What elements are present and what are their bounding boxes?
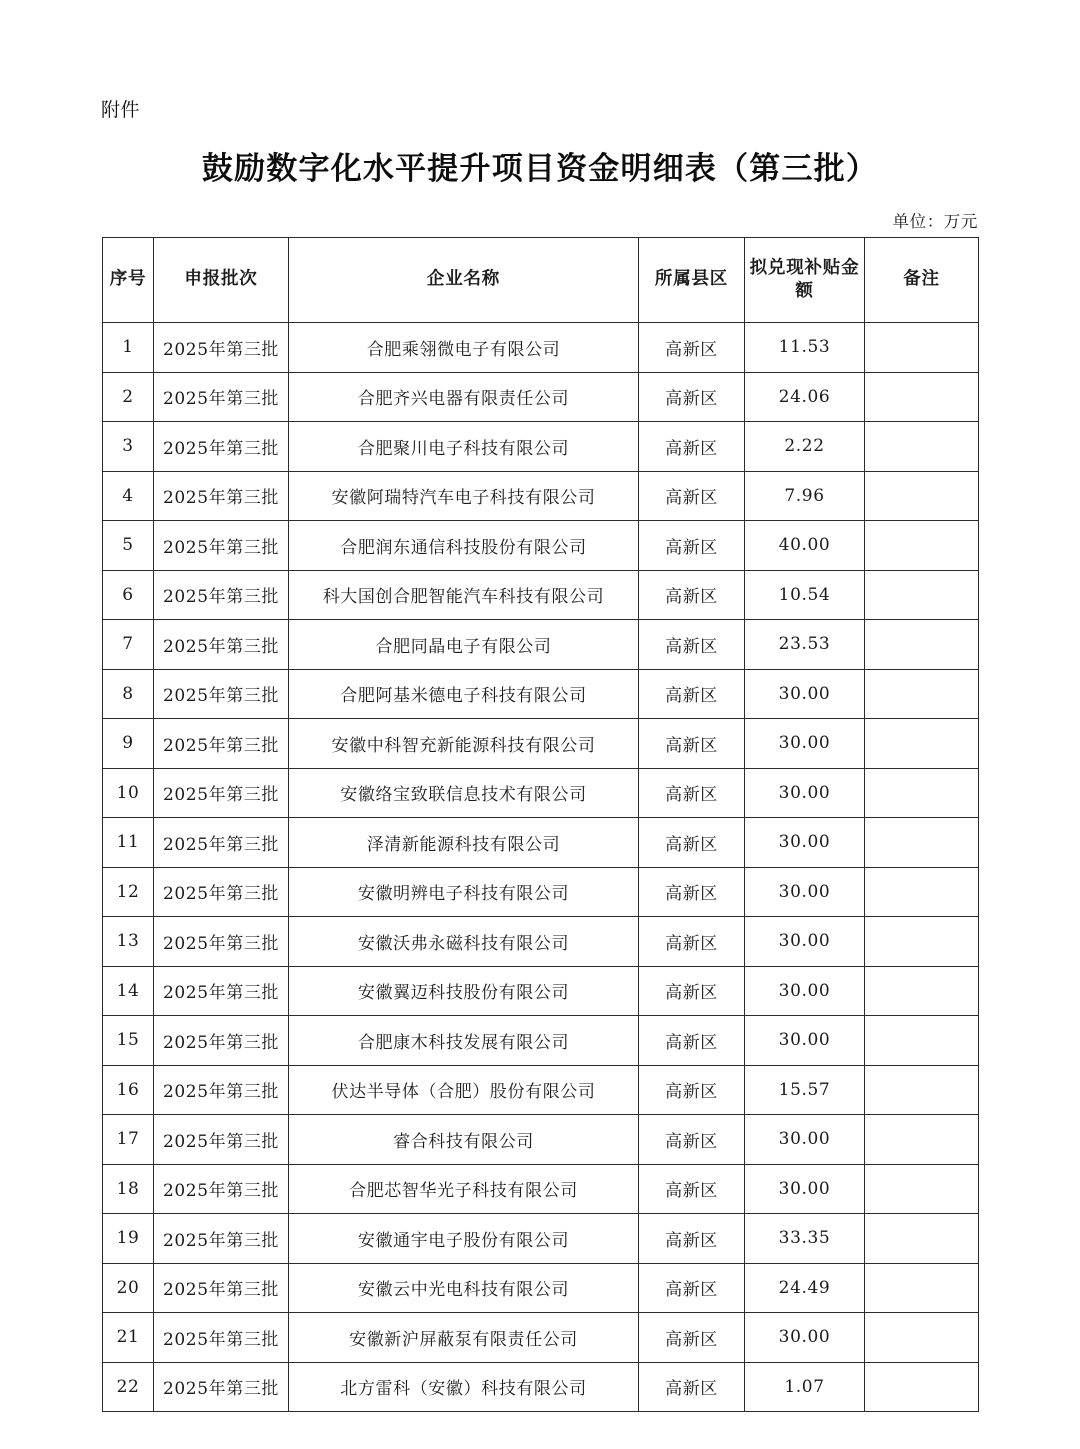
cell-region: 高新区 xyxy=(639,1115,745,1165)
cell-region: 高新区 xyxy=(639,966,745,1016)
cell-amount: 30.00 xyxy=(745,818,865,868)
table-row xyxy=(103,818,979,868)
cell-company-name: 北方雷科（安徽）科技有限公司 xyxy=(289,1362,639,1412)
cell-remark xyxy=(865,669,979,719)
column-header-batch: 申报批次 xyxy=(154,238,289,323)
cell-amount: 30.00 xyxy=(745,1016,865,1066)
cell-batch: 2025年第三批 xyxy=(154,719,289,769)
cell-batch: 2025年第三批 xyxy=(154,1115,289,1165)
table-row xyxy=(103,570,979,620)
cell-seq: 8 xyxy=(103,669,154,719)
table-header-row xyxy=(103,238,979,323)
column-header-amount: 拟兑现补贴金额 xyxy=(745,238,865,323)
cell-batch: 2025年第三批 xyxy=(154,620,289,670)
table-row xyxy=(103,372,979,422)
cell-batch: 2025年第三批 xyxy=(154,1214,289,1264)
cell-amount: 15.57 xyxy=(745,1065,865,1115)
cell-amount: 7.96 xyxy=(745,471,865,521)
cell-region: 高新区 xyxy=(639,1263,745,1313)
fund-detail-table xyxy=(102,237,979,1412)
cell-seq: 5 xyxy=(103,521,154,571)
cell-batch: 2025年第三批 xyxy=(154,471,289,521)
cell-region: 高新区 xyxy=(639,768,745,818)
cell-seq: 11 xyxy=(103,818,154,868)
cell-remark xyxy=(865,719,979,769)
cell-batch: 2025年第三批 xyxy=(154,570,289,620)
cell-remark xyxy=(865,1214,979,1264)
table-row xyxy=(103,422,979,472)
cell-seq: 10 xyxy=(103,768,154,818)
cell-amount: 30.00 xyxy=(745,1115,865,1165)
cell-region: 高新区 xyxy=(639,570,745,620)
table-row xyxy=(103,719,979,769)
cell-seq: 3 xyxy=(103,422,154,472)
table-header xyxy=(103,238,979,323)
cell-region: 高新区 xyxy=(639,1065,745,1115)
cell-amount: 30.00 xyxy=(745,966,865,1016)
cell-region: 高新区 xyxy=(639,422,745,472)
cell-region: 高新区 xyxy=(639,620,745,670)
column-header-name: 企业名称 xyxy=(289,238,639,323)
cell-seq: 15 xyxy=(103,1016,154,1066)
cell-amount: 1.07 xyxy=(745,1362,865,1412)
cell-company-name: 安徽络宝致联信息技术有限公司 xyxy=(289,768,639,818)
cell-company-name: 安徽云中光电科技有限公司 xyxy=(289,1263,639,1313)
cell-amount: 24.06 xyxy=(745,372,865,422)
cell-remark xyxy=(865,570,979,620)
cell-remark xyxy=(865,768,979,818)
cell-seq: 7 xyxy=(103,620,154,670)
table-row xyxy=(103,917,979,967)
cell-region: 高新区 xyxy=(639,471,745,521)
cell-seq: 4 xyxy=(103,471,154,521)
cell-region: 高新区 xyxy=(639,1313,745,1363)
cell-region: 高新区 xyxy=(639,1016,745,1066)
table-row xyxy=(103,1164,979,1214)
cell-remark xyxy=(865,966,979,1016)
cell-batch: 2025年第三批 xyxy=(154,323,289,373)
unit-note: 单位：万元 xyxy=(892,212,978,231)
cell-amount: 11.53 xyxy=(745,323,865,373)
table-row xyxy=(103,620,979,670)
cell-batch: 2025年第三批 xyxy=(154,917,289,967)
cell-batch: 2025年第三批 xyxy=(154,867,289,917)
cell-region: 高新区 xyxy=(639,917,745,967)
cell-seq: 12 xyxy=(103,867,154,917)
cell-batch: 2025年第三批 xyxy=(154,1263,289,1313)
cell-company-name: 泽清新能源科技有限公司 xyxy=(289,818,639,868)
cell-remark xyxy=(865,1065,979,1115)
cell-seq: 22 xyxy=(103,1362,154,1412)
fund-table-container xyxy=(102,237,978,1412)
cell-remark xyxy=(865,422,979,472)
cell-amount: 30.00 xyxy=(745,669,865,719)
cell-region: 高新区 xyxy=(639,867,745,917)
column-header-seq: 序号 xyxy=(103,238,154,323)
cell-remark xyxy=(865,521,979,571)
cell-seq: 2 xyxy=(103,372,154,422)
cell-batch: 2025年第三批 xyxy=(154,768,289,818)
cell-region: 高新区 xyxy=(639,818,745,868)
cell-company-name: 安徽阿瑞特汽车电子科技有限公司 xyxy=(289,471,639,521)
cell-amount: 30.00 xyxy=(745,917,865,967)
cell-company-name: 安徽沃弗永磁科技有限公司 xyxy=(289,917,639,967)
cell-batch: 2025年第三批 xyxy=(154,1016,289,1066)
cell-company-name: 合肥同晶电子有限公司 xyxy=(289,620,639,670)
cell-region: 高新区 xyxy=(639,1214,745,1264)
column-header-remark: 备注 xyxy=(865,238,979,323)
cell-seq: 21 xyxy=(103,1313,154,1363)
cell-remark xyxy=(865,620,979,670)
cell-seq: 17 xyxy=(103,1115,154,1165)
cell-remark xyxy=(865,818,979,868)
table-row xyxy=(103,1362,979,1412)
cell-seq: 16 xyxy=(103,1065,154,1115)
table-row xyxy=(103,1313,979,1363)
cell-remark xyxy=(865,1263,979,1313)
cell-company-name: 科大国创合肥智能汽车科技有限公司 xyxy=(289,570,639,620)
column-header-region: 所属县区 xyxy=(639,238,745,323)
cell-company-name: 睿合科技有限公司 xyxy=(289,1115,639,1165)
cell-remark xyxy=(865,1115,979,1165)
cell-remark xyxy=(865,372,979,422)
cell-company-name: 合肥乘翎微电子有限公司 xyxy=(289,323,639,373)
cell-company-name: 安徽中科智充新能源科技有限公司 xyxy=(289,719,639,769)
cell-amount: 10.54 xyxy=(745,570,865,620)
cell-seq: 9 xyxy=(103,719,154,769)
cell-region: 高新区 xyxy=(639,323,745,373)
cell-batch: 2025年第三批 xyxy=(154,669,289,719)
cell-company-name: 安徽翼迈科技股份有限公司 xyxy=(289,966,639,1016)
cell-amount: 30.00 xyxy=(745,867,865,917)
cell-remark xyxy=(865,471,979,521)
cell-region: 高新区 xyxy=(639,719,745,769)
table-row xyxy=(103,1263,979,1313)
cell-batch: 2025年第三批 xyxy=(154,521,289,571)
page-title: 鼓励数字化水平提升项目资金明细表（第三批） xyxy=(201,151,879,187)
cell-remark xyxy=(865,1016,979,1066)
cell-seq: 20 xyxy=(103,1263,154,1313)
cell-amount: 30.00 xyxy=(745,1313,865,1363)
cell-amount: 30.00 xyxy=(745,768,865,818)
cell-company-name: 合肥聚川电子科技有限公司 xyxy=(289,422,639,472)
table-row xyxy=(103,768,979,818)
cell-amount: 30.00 xyxy=(745,719,865,769)
cell-remark xyxy=(865,1313,979,1363)
cell-company-name: 安徽通宇电子股份有限公司 xyxy=(289,1214,639,1264)
cell-batch: 2025年第三批 xyxy=(154,818,289,868)
cell-amount: 33.35 xyxy=(745,1214,865,1264)
cell-batch: 2025年第三批 xyxy=(154,372,289,422)
cell-seq: 19 xyxy=(103,1214,154,1264)
cell-seq: 18 xyxy=(103,1164,154,1214)
table-row xyxy=(103,1016,979,1066)
attachment-label: 附件 xyxy=(101,100,141,121)
cell-amount: 2.22 xyxy=(745,422,865,472)
cell-company-name: 合肥阿基米德电子科技有限公司 xyxy=(289,669,639,719)
cell-batch: 2025年第三批 xyxy=(154,1313,289,1363)
cell-amount: 40.00 xyxy=(745,521,865,571)
cell-company-name: 合肥齐兴电器有限责任公司 xyxy=(289,372,639,422)
table-body xyxy=(103,323,979,1412)
table-row xyxy=(103,471,979,521)
cell-region: 高新区 xyxy=(639,669,745,719)
cell-remark xyxy=(865,323,979,373)
table-row xyxy=(103,1115,979,1165)
cell-batch: 2025年第三批 xyxy=(154,1065,289,1115)
cell-region: 高新区 xyxy=(639,1362,745,1412)
cell-company-name: 安徽明辨电子科技有限公司 xyxy=(289,867,639,917)
cell-remark xyxy=(865,1362,979,1412)
cell-region: 高新区 xyxy=(639,1164,745,1214)
cell-remark xyxy=(865,867,979,917)
cell-company-name: 合肥润东通信科技股份有限公司 xyxy=(289,521,639,571)
table-row xyxy=(103,669,979,719)
cell-batch: 2025年第三批 xyxy=(154,966,289,1016)
cell-company-name: 伏达半导体（合肥）股份有限公司 xyxy=(289,1065,639,1115)
cell-company-name: 合肥芯智华光子科技有限公司 xyxy=(289,1164,639,1214)
table-row xyxy=(103,1214,979,1264)
cell-remark xyxy=(865,917,979,967)
cell-seq: 1 xyxy=(103,323,154,373)
cell-company-name: 合肥康木科技发展有限公司 xyxy=(289,1016,639,1066)
cell-company-name: 安徽新沪屏蔽泵有限责任公司 xyxy=(289,1313,639,1363)
cell-amount: 23.53 xyxy=(745,620,865,670)
cell-remark xyxy=(865,1164,979,1214)
cell-seq: 6 xyxy=(103,570,154,620)
table-row xyxy=(103,867,979,917)
cell-region: 高新区 xyxy=(639,372,745,422)
table-row xyxy=(103,966,979,1016)
cell-batch: 2025年第三批 xyxy=(154,1362,289,1412)
table-row xyxy=(103,521,979,571)
cell-region: 高新区 xyxy=(639,521,745,571)
table-row xyxy=(103,323,979,373)
cell-amount: 30.00 xyxy=(745,1164,865,1214)
cell-seq: 14 xyxy=(103,966,154,1016)
table-row xyxy=(103,1065,979,1115)
cell-batch: 2025年第三批 xyxy=(154,1164,289,1214)
cell-amount: 24.49 xyxy=(745,1263,865,1313)
cell-seq: 13 xyxy=(103,917,154,967)
cell-batch: 2025年第三批 xyxy=(154,422,289,472)
